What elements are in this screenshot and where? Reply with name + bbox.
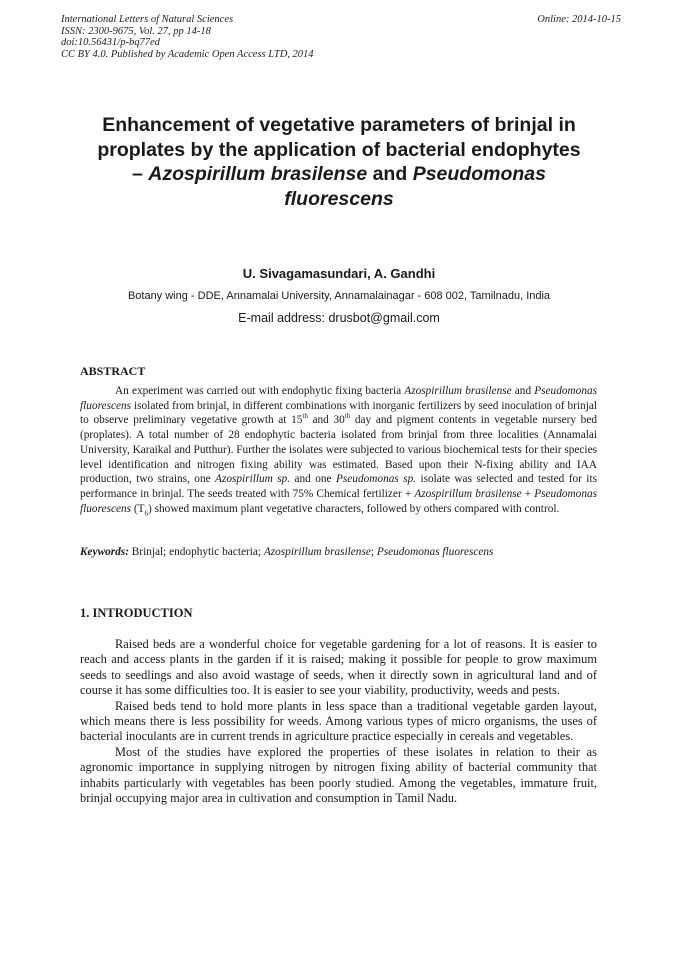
abstract-seg: and 30 [307, 414, 345, 427]
abstract-seg: and [511, 385, 535, 397]
intro-paragraph-3: Most of the studies have explored the properties of these isolates in relation to their as agronomic importance in supplying nitrogen by nitrogen fixing ability of bacterial community that inhabits particularly with vegetables has been poorly studied. Among the vegetables, immature fruit, brinjal occupying major area in cultivation and consumption in Tamil Nadu. [80, 744, 597, 806]
abstract-seg: and one [290, 473, 336, 486]
title-and: and [367, 163, 413, 185]
title-line-2: proplates by the application of bacterial endophytes [97, 138, 581, 161]
abstract-seg: day and pigment contents in vegetable nursery bed (proplates). A total number of 28 endophytic bacteria isolated from brinjal from three localities (Annamalai University, Karaikal and Putthur). Further the isolates were subjected to various biochemical tests for their species level identification and nitrogen fixing ability was estimated. Based upon their N-fixing ability and IAA production, two strains, one [80, 414, 597, 486]
abstract-italic: Azospirillum brasilense [404, 385, 512, 397]
abstract-italic: Azospirillum sp. [215, 473, 291, 486]
introduction-heading: 1. INTRODUCTION [80, 606, 193, 620]
keyword-italic: Pseudomonas fluorescens [376, 546, 494, 558]
keywords [80, 545, 597, 559]
journal-name: International Letters of Natural Sciences [61, 14, 234, 25]
abstract-seg: + [521, 487, 535, 500]
title-organism-1: Azospirillum brasilense [148, 163, 368, 185]
abstract-seg: isolated from brinjal, in different combinations with inorganic fertilizers by seed inoculation of brinjal to observe preliminary vegetative growth at 15 [80, 399, 597, 427]
abstract-text [80, 384, 597, 516]
abstract-seg: An experiment was carried out with endophytic fixing bacteria [115, 385, 405, 397]
journal-license: CC BY 4.0. Published by Academic Open Access LTD, 2014 [61, 48, 314, 60]
intro-paragraph-2: Raised beds tend to hold more plants in less space than a traditional vegetable garden layout, which means there is less possibility for weeds. Among various types of micro organisms, the uses of bacterial inoculants are in current trends in agriculture practice especially in cereals and vegetables. [80, 698, 597, 744]
abstract-sup: th [344, 412, 351, 421]
keyword-seg: Brinjal; endophytic bacteria; [128, 546, 264, 558]
abstract-italic: Pseudomonas sp. [336, 473, 417, 486]
abstract-sup: th [302, 412, 308, 421]
intro-paragraph-1: Raised beds are a wonderful choice for vegetable gardening for a lot of reasons. It is easier to reach and access plants in the garden if it is raised; making it possible for people to grow maximum seeds to seedlings and also avoid wastage of seeds, when it directly sown in agricultural land and of course it has some difficulties too. It is easier to see your viability, productivity, weeds and pests. [80, 637, 597, 698]
online-date: Online: 2014-10-15 [537, 14, 621, 25]
keyword-italic: Azospirillum brasilense [263, 546, 371, 558]
title-organism-2: Pseudomonas [412, 163, 546, 185]
author-email: E-mail address: drusbot@gmail.com [238, 311, 440, 325]
abstract-seg: (T [131, 502, 145, 515]
abstract-seg: isolate was selected and tested for its performance in brinjal. The seeds treated with 75% Chemical fertilizer + [80, 473, 597, 500]
keywords-label: Keywords: [80, 546, 129, 558]
paper-title [70, 113, 608, 211]
title-line-1: Enhancement of vegetative parameters of brinjal in [102, 114, 576, 136]
title-line-4: fluorescens [284, 187, 394, 210]
abstract-seg: ) showed maximum plant vegetative characters, followed by others compared with control. [148, 502, 560, 515]
abstract-heading: ABSTRACT [80, 364, 146, 378]
author-affiliation: Botany wing - DDE, Annamalai University, Annamalainagar - 608 002, Tamilnadu, India [127, 290, 551, 302]
author-list: U. Sivagamasundari, A. Gandhi [242, 266, 436, 281]
journal-issn: ISSN: 2300-9675, Vol. 27, pp 14-18 [61, 25, 211, 37]
journal-doi: doi:10.56431/p-bq77ed [61, 37, 160, 49]
keyword-seg: ; [370, 546, 377, 558]
abstract-italic: Pseudomonas fluorescens [80, 385, 598, 412]
introduction-body [80, 637, 597, 806]
abstract-italic: Pseudomonas fluorescens [80, 487, 598, 515]
title-dash: – [132, 163, 149, 185]
journal-header [61, 14, 621, 60]
abstract-sub: 6 [144, 508, 149, 517]
abstract-italic: Azospirillum brasilense [414, 487, 522, 500]
